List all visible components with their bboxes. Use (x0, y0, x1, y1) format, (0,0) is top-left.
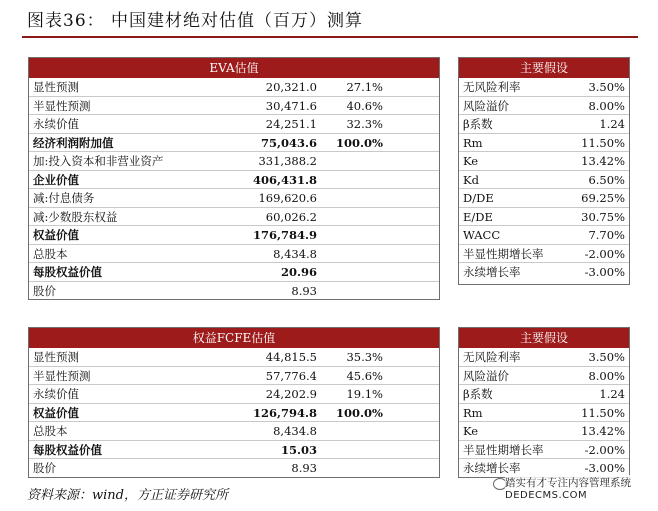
row-label: WACC (463, 228, 501, 242)
row-value: 1.24 (599, 117, 625, 131)
row-value: 13.42% (581, 424, 625, 438)
row-value: 6.50% (588, 172, 625, 187)
row-label: 半显性预测 (33, 368, 91, 383)
table-row (459, 189, 629, 208)
row-label: 半显性期增长率 (463, 442, 544, 457)
table-row (29, 385, 439, 404)
table-row (459, 404, 629, 423)
row-value: 1.24 (599, 387, 625, 401)
table-row (29, 226, 439, 245)
eva-valuation-table (28, 57, 440, 300)
table-row (29, 115, 439, 134)
row-label: 每股权益价值 (33, 265, 102, 279)
title-divider (22, 36, 638, 38)
row-value: 176,784.9 (252, 228, 317, 242)
row-value: 8,434.8 (273, 246, 317, 261)
table-row (29, 208, 439, 227)
table-row (29, 245, 439, 264)
row-value: 11.50% (581, 405, 625, 420)
row-value: -3.00% (584, 265, 625, 279)
row-percent: 35.3% (346, 350, 383, 364)
row-value: 13.42% (581, 154, 625, 168)
row-value: 30.75% (581, 209, 625, 224)
table-row (459, 97, 629, 116)
row-value: 7.70% (588, 228, 625, 242)
row-value: 331,388.2 (258, 154, 317, 168)
table-row (459, 152, 629, 171)
table-row (459, 422, 629, 441)
fcfe-assumptions-table (458, 327, 630, 478)
row-label: 永续增长率 (463, 461, 521, 475)
watermark-line2: DEDECMS.COM (505, 490, 588, 501)
table-row (29, 263, 439, 282)
row-label: 每股权益价值 (33, 442, 102, 457)
table-row (29, 189, 439, 208)
row-label: Kd (463, 172, 479, 187)
row-value: 406,431.8 (252, 172, 317, 187)
row-label: 半显性预测 (33, 98, 91, 113)
row-value: 8,434.8 (273, 424, 317, 438)
table-row (459, 348, 629, 367)
row-percent: 19.1% (346, 387, 383, 401)
row-value: 44,815.5 (265, 350, 317, 364)
row-value: -2.00% (584, 246, 625, 261)
table-row (29, 367, 439, 386)
eva-assumptions-table (458, 57, 630, 285)
eva-table-header: EVA估值 (29, 58, 439, 78)
eva-assumptions-header: 主要假设 (459, 58, 629, 78)
table-row (29, 282, 439, 301)
row-label: 减:付息债务 (33, 191, 95, 205)
row-value: 20,321.0 (265, 80, 317, 94)
row-value: 3.50% (588, 350, 625, 364)
table-row (29, 171, 439, 190)
row-label: 减:少数股东权益 (33, 209, 118, 224)
table-row (29, 78, 439, 97)
row-label: β系数 (463, 387, 493, 401)
table-row (459, 385, 629, 404)
row-percent: 45.6% (346, 368, 383, 383)
row-label: Ke (463, 154, 479, 168)
row-label: 无风险利率 (463, 350, 521, 364)
row-label: 总股本 (33, 246, 68, 261)
row-label: 永续价值 (33, 387, 79, 401)
figure-title: 图表36： 中国建材绝对估值（百万）测算 (27, 11, 364, 31)
row-value: -3.00% (584, 461, 625, 475)
fcfe-assumptions-header: 主要假设 (459, 328, 629, 348)
row-label: 显性预测 (33, 80, 79, 94)
row-label: Rm (463, 135, 483, 150)
row-percent: 100.0% (336, 135, 383, 150)
table-row (29, 404, 439, 423)
row-value: 3.50% (588, 80, 625, 94)
row-label: Rm (463, 405, 483, 420)
row-label: 总股本 (33, 424, 68, 438)
row-value: -2.00% (584, 442, 625, 457)
row-label: 加:投入资本和非营业资产 (33, 154, 164, 168)
row-value: 20.96 (280, 265, 317, 279)
row-value: 15.03 (280, 442, 317, 457)
row-value: 8.93 (291, 283, 317, 298)
watermark (505, 475, 631, 501)
table-row (459, 441, 629, 460)
table-row (29, 134, 439, 153)
row-label: 显性预测 (33, 350, 79, 364)
row-percent: 32.3% (346, 117, 383, 131)
row-value: 30,471.6 (265, 98, 317, 113)
row-label: 风险溢价 (463, 368, 509, 383)
row-label: 股价 (33, 283, 56, 298)
row-value: 11.50% (581, 135, 625, 150)
table-row (29, 422, 439, 441)
table-row (459, 134, 629, 153)
table-row (459, 171, 629, 190)
watermark-line1: 踏实有才专注内容管理系统 (505, 477, 631, 489)
row-label: 永续增长率 (463, 265, 521, 279)
row-label: 企业价值 (33, 172, 79, 187)
row-percent: 100.0% (336, 405, 383, 420)
table-row (29, 459, 439, 478)
table-row (459, 208, 629, 227)
row-value: 60,026.2 (265, 209, 317, 224)
row-value: 8.93 (291, 461, 317, 475)
row-label: 权益价值 (33, 405, 79, 420)
row-label: 风险溢价 (463, 98, 509, 113)
row-label: 永续价值 (33, 117, 79, 131)
table-row (459, 245, 629, 264)
row-percent: 27.1% (346, 80, 383, 94)
table-row (459, 115, 629, 134)
row-label: 股价 (33, 461, 56, 475)
fcfe-valuation-table (28, 327, 440, 478)
row-label: E/DE (463, 209, 493, 224)
table-row (29, 97, 439, 116)
table-row (29, 441, 439, 460)
row-label: 无风险利率 (463, 80, 521, 94)
table-row (459, 78, 629, 97)
row-label: D/DE (463, 191, 494, 205)
row-value: 75,043.6 (260, 135, 317, 150)
table-row (459, 226, 629, 245)
row-percent: 40.6% (346, 98, 383, 113)
table-row (459, 367, 629, 386)
source-note: 资料来源：wind，方正证券研究所 (27, 488, 228, 503)
row-label: 经济利润附加值 (33, 135, 114, 150)
row-value: 8.00% (588, 98, 625, 113)
row-label: β系数 (463, 117, 493, 131)
fcfe-table-header: 权益FCFE估值 (29, 328, 439, 348)
row-value: 169,620.6 (258, 191, 317, 205)
row-label: 权益价值 (33, 228, 79, 242)
table-row (29, 152, 439, 171)
row-label: 半显性期增长率 (463, 246, 544, 261)
row-value: 8.00% (588, 368, 625, 383)
table-row (459, 263, 629, 282)
row-value: 24,251.1 (265, 117, 317, 131)
table-row (29, 348, 439, 367)
row-value: 24,202.9 (265, 387, 317, 401)
row-value: 69.25% (581, 191, 625, 205)
row-label: Ke (463, 424, 479, 438)
row-value: 57,776.4 (265, 368, 317, 383)
row-value: 126,794.8 (252, 405, 317, 420)
